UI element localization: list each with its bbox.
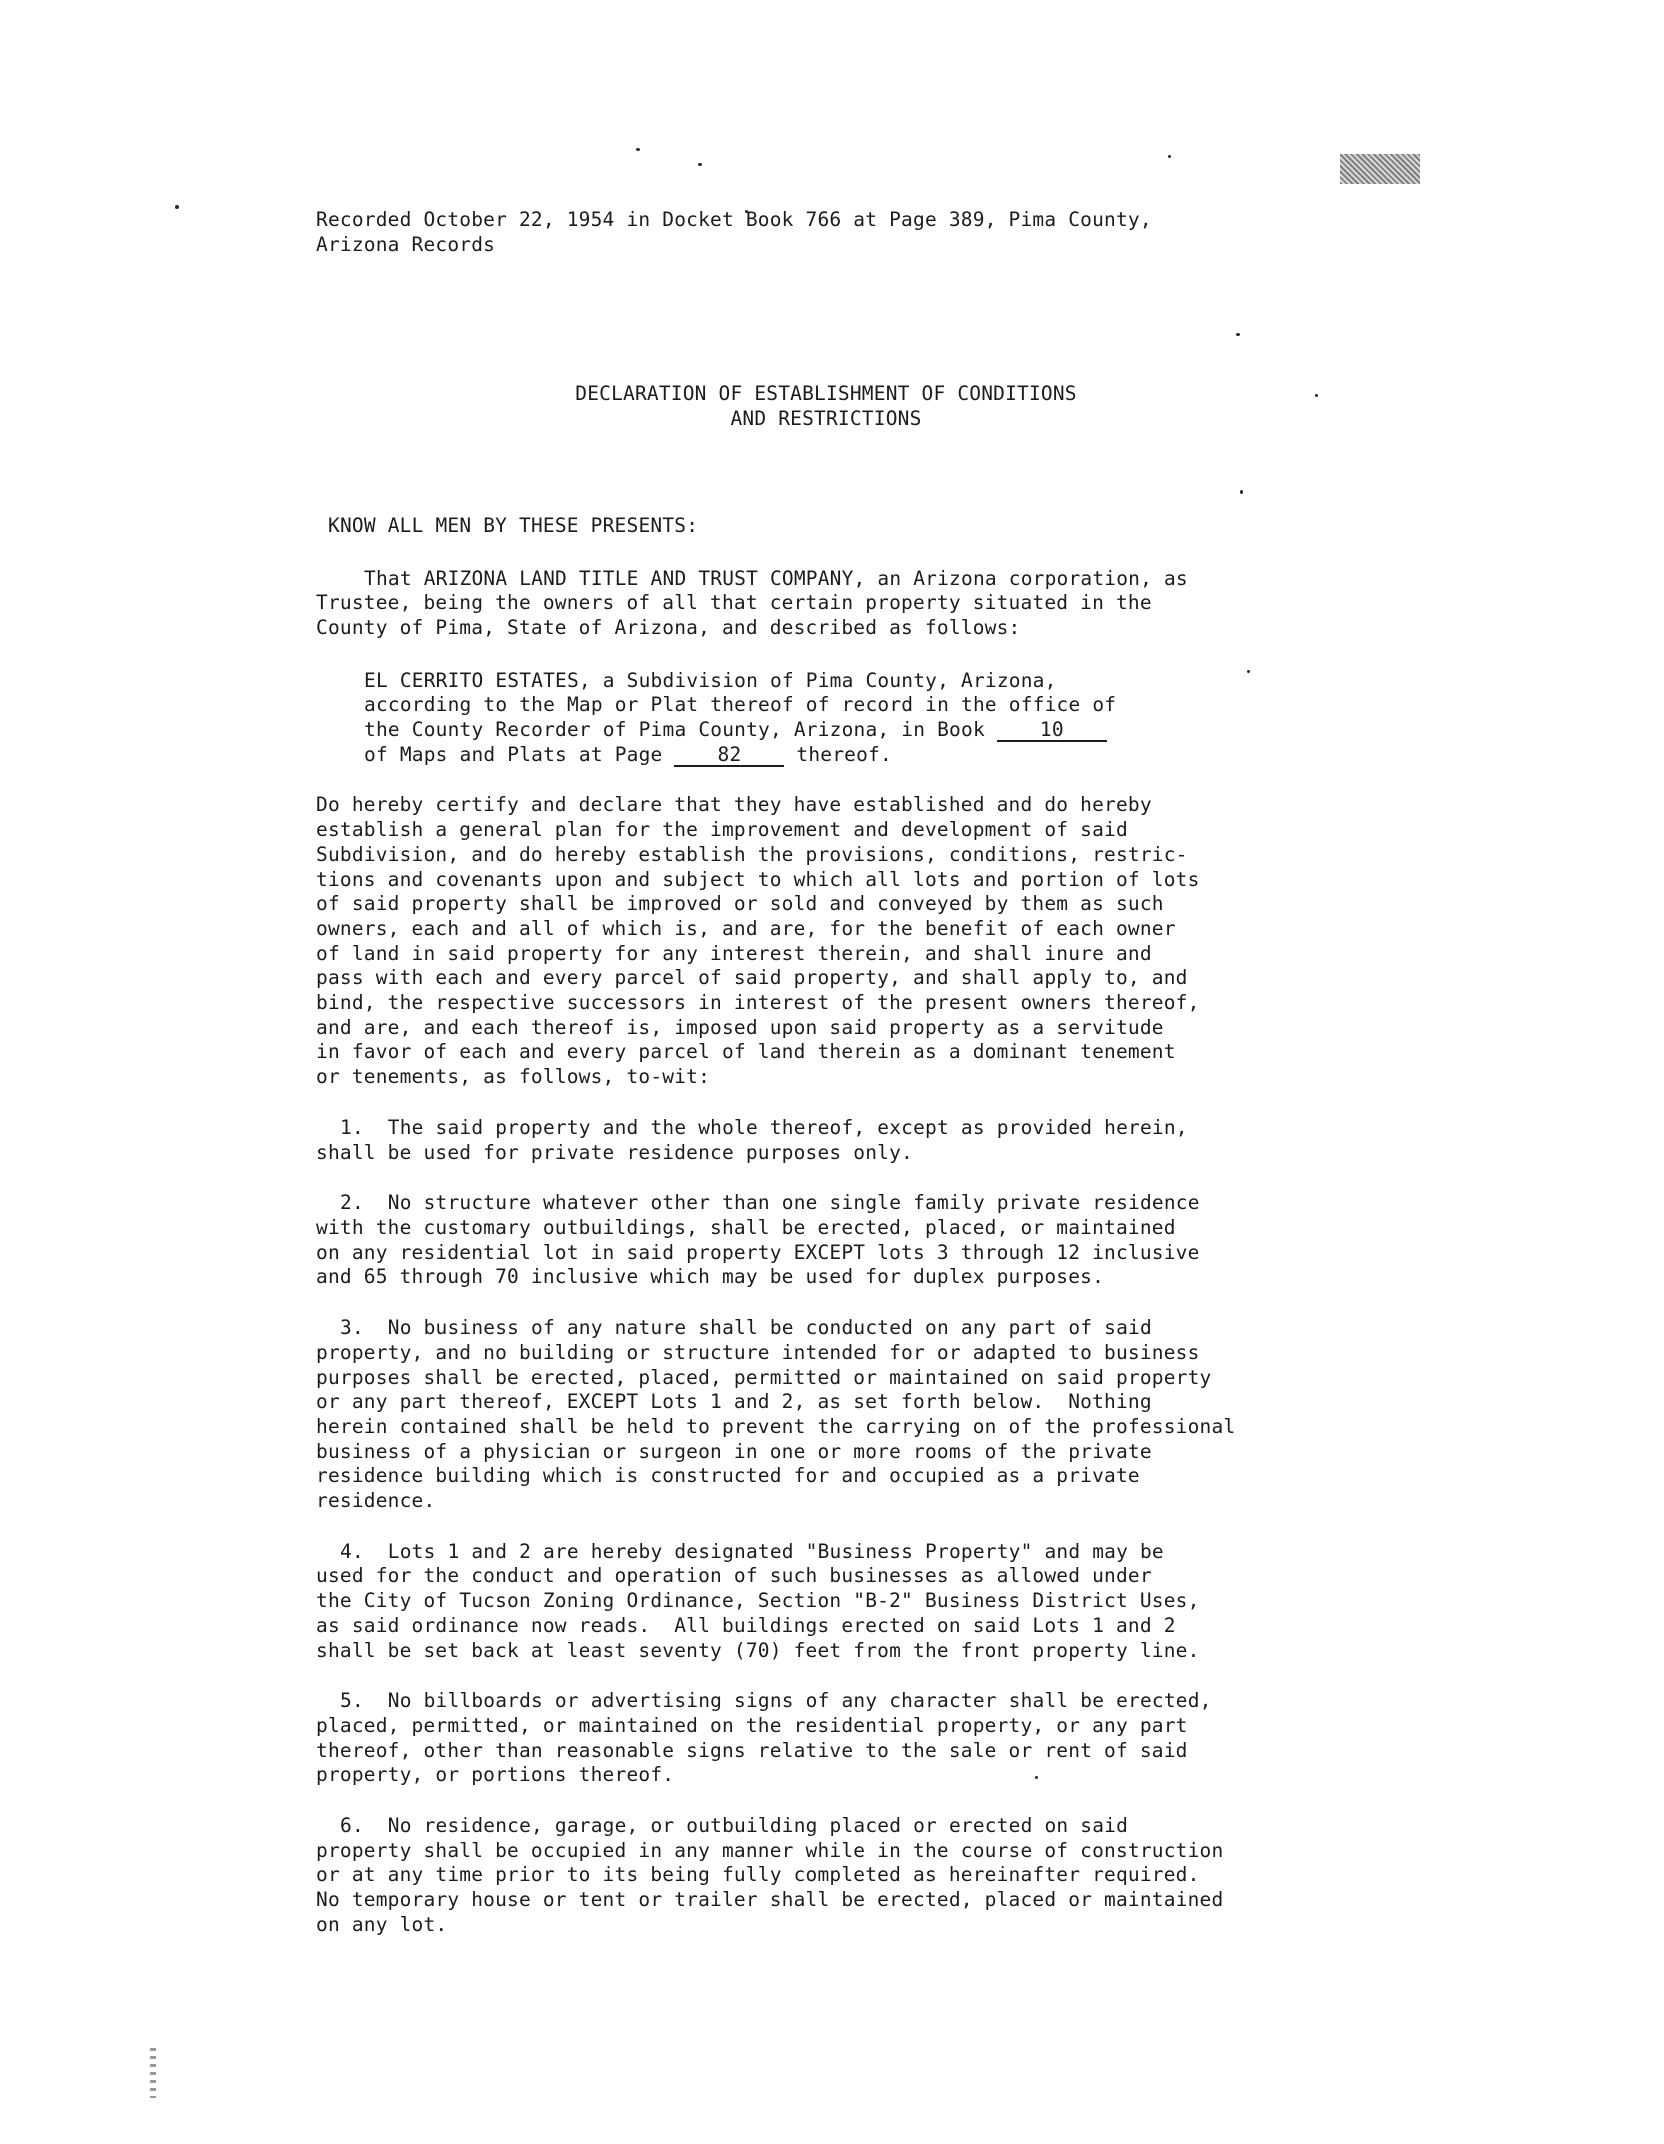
description-line: according to the Map or Plat thereof of record in the office of bbox=[364, 693, 1117, 717]
clause-line: 6. No residence, garage, or outbuilding placed or erected on said bbox=[340, 1814, 1129, 1838]
description-line: EL CERRITO ESTATES, a Subdivision of Pima County, Arizona, bbox=[364, 668, 1057, 692]
page-suffix: thereof. bbox=[784, 742, 892, 766]
clause-line: with the customary outbuildings, shall be erected, placed, or maintained bbox=[316, 1215, 1176, 1239]
clause-4 bbox=[316, 1540, 1326, 1664]
document-body bbox=[316, 208, 1326, 1938]
book-number: 10 bbox=[997, 720, 1107, 742]
clause-6 bbox=[316, 1814, 1326, 1938]
clause-line: residence. bbox=[316, 1489, 436, 1513]
page-number: 82 bbox=[674, 745, 784, 767]
description-page-line bbox=[364, 743, 1326, 768]
clause-line: shall be set back at least seventy (70) feet from the front property line. bbox=[316, 1638, 1200, 1662]
clause-line: 2. No structure whatever other than one single family private residence bbox=[340, 1191, 1200, 1215]
clause-line: No temporary house or tent or trailer shall be erected, placed or maintained bbox=[316, 1888, 1224, 1912]
certification-line: of said property shall be improved or sold and conveyed by them as such bbox=[316, 892, 1164, 916]
clause-line: thereof, other than reasonable signs relative to the sale or rent of said bbox=[316, 1738, 1188, 1762]
intro-line: County of Pima, State of Arizona, and described as follows: bbox=[316, 615, 1021, 639]
certification-line: owners, each and all of which is, and are, for the benefit of each owner bbox=[316, 916, 1176, 940]
clause-line: used for the conduct and operation of such businesses as allowed under bbox=[316, 1564, 1152, 1588]
book-prefix: the County Recorder of Pima County, Arizona, in Book bbox=[364, 718, 997, 742]
certification-line: establish a general plan for the improvement and development of said bbox=[316, 818, 1128, 842]
scan-speck bbox=[698, 163, 702, 166]
clause-line: the City of Tucson Zoning Ordinance, Section "B-2" Business District Uses, bbox=[316, 1589, 1200, 1613]
property-description bbox=[316, 669, 1326, 768]
clause-line: 5. No billboards or advertising signs of any character shall be erected, bbox=[340, 1689, 1212, 1713]
clause-line: property, or portions thereof. bbox=[316, 1763, 675, 1787]
scan-speck bbox=[1168, 155, 1171, 158]
certification-line: in favor of each and every parcel of land therein as a dominant tenement bbox=[316, 1040, 1176, 1064]
certification-line: of land in said property for any interest therein, and shall inure and bbox=[316, 941, 1152, 965]
clause-line: business of a physician or surgeon in one or more rooms of the private bbox=[316, 1439, 1152, 1463]
clause-line: herein contained shall be held to prevent the carrying on of the professional bbox=[316, 1414, 1236, 1438]
clause-line: residence building which is constructed for and occupied as a private bbox=[316, 1464, 1140, 1488]
certification-line: bind, the respective successors in interest of the present owners thereof, bbox=[316, 991, 1200, 1015]
certification-line: pass with each and every parcel of said property, and shall apply to, and bbox=[316, 966, 1188, 990]
certification-line: Do hereby certify and declare that they have established and do hereby bbox=[316, 793, 1152, 817]
clause-line: property, and no building or structure intended for or adapted to business bbox=[316, 1340, 1200, 1364]
intro-paragraph bbox=[316, 567, 1326, 641]
document-title bbox=[326, 382, 1326, 431]
recording-note-line: Recorded October 22, 1954 in Docket Book 766 at Page 389, Pima County, bbox=[316, 208, 1152, 231]
clause-line: on any lot. bbox=[316, 1912, 448, 1936]
margin-marks bbox=[150, 2048, 156, 2098]
intro-line: Trustee, being the owners of all that certain property situated in the bbox=[316, 591, 1152, 615]
clause-line: 3. No business of any nature shall be conducted on any part of said bbox=[340, 1316, 1152, 1340]
certification-line: or tenements, as follows, to-wit: bbox=[316, 1065, 711, 1089]
scan-stamp-mark bbox=[1340, 154, 1420, 184]
clause-line: placed, permitted, or maintained on the residential property, or any part bbox=[316, 1713, 1188, 1737]
intro-line: That ARIZONA LAND TITLE AND TRUST COMPANY, an Arizona corporation, as bbox=[364, 566, 1188, 590]
certification-line: Subdivision, and do hereby establish the provisions, conditions, restric- bbox=[316, 842, 1188, 866]
clause-line: or any part thereof, EXCEPT Lots 1 and 2, as set forth below. Nothing bbox=[316, 1390, 1152, 1414]
recording-note bbox=[316, 208, 1326, 257]
clause-5 bbox=[316, 1689, 1326, 1788]
clause-line: 1. The said property and the whole thereof, except as provided herein, bbox=[340, 1115, 1188, 1139]
certification-line: tions and covenants upon and subject to which all lots and portion of lots bbox=[316, 867, 1200, 891]
title-line: DECLARATION OF ESTABLISHMENT OF CONDITIONS bbox=[575, 382, 1077, 406]
recording-note-line: Arizona Records bbox=[316, 232, 496, 256]
clause-line: on any residential lot in said property EXCEPT lots 3 through 12 inclusive bbox=[316, 1240, 1200, 1264]
clause-2 bbox=[316, 1191, 1326, 1290]
page-prefix: of Maps and Plats at Page bbox=[364, 742, 675, 766]
clause-line: and 65 through 70 inclusive which may be used for duplex purposes. bbox=[316, 1265, 1105, 1289]
clause-line: 4. Lots 1 and 2 are hereby designated "Business Property" and may be bbox=[340, 1539, 1164, 1563]
certification-line: and are, and each thereof is, imposed upon said property as a servitude bbox=[316, 1015, 1164, 1039]
certification-paragraph bbox=[316, 793, 1326, 1089]
description-book-line bbox=[364, 718, 1326, 743]
clause-line: shall be used for private residence purposes only. bbox=[316, 1140, 913, 1164]
clause-line: as said ordinance now reads. All buildings erected on said Lots 1 and 2 bbox=[316, 1613, 1176, 1637]
clause-3 bbox=[316, 1316, 1326, 1514]
clause-line: or at any time prior to its being fully completed as hereinafter required. bbox=[316, 1863, 1200, 1887]
clause-line: property shall be occupied in any manner while in the course of construction bbox=[316, 1838, 1224, 1862]
title-line: AND RESTRICTIONS bbox=[730, 407, 922, 431]
clause-line: purposes shall be erected, placed, permitted or maintained on said property bbox=[316, 1365, 1212, 1389]
scan-speck bbox=[636, 148, 640, 151]
salutation: KNOW ALL MEN BY THESE PRESENTS: bbox=[328, 513, 699, 537]
clause-1 bbox=[316, 1116, 1326, 1165]
scan-speck bbox=[175, 205, 179, 209]
